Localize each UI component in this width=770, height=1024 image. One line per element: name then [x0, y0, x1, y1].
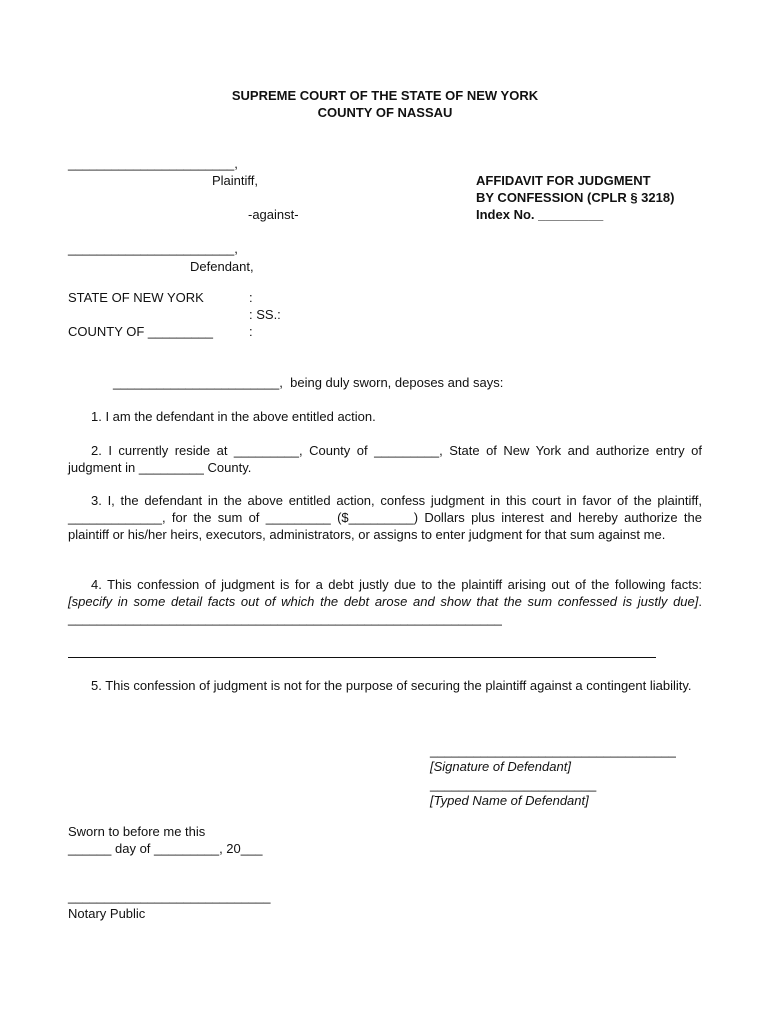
deponent-intro: _______________________, being duly sworn, deposes and says: [113, 375, 504, 390]
typed-name-label: [Typed Name of Defendant] [430, 793, 589, 808]
plaintiff-blank: _______________________, [68, 156, 238, 171]
county-title: COUNTY OF NASSAU [317, 105, 453, 120]
court-title: SUPREME COURT OF THE STATE OF NEW YORK [231, 88, 539, 103]
defendant-blank: _______________________, [68, 241, 238, 256]
venue-colon-bottom: : [249, 324, 253, 339]
venue-ss: : SS.: [249, 307, 281, 322]
signature-label: [Signature of Defendant] [430, 759, 571, 774]
facts-continuation-line [68, 657, 656, 658]
affidavit-title-line2: BY CONFESSION (CPLR § 3218) [476, 190, 675, 205]
paragraph-4-blank: . ____________________________________________________________ [68, 594, 702, 626]
venue-state: STATE OF NEW YORK [68, 290, 204, 305]
paragraph-4 [68, 576, 702, 627]
paragraph-4-instruction: [specify in some detail facts out of which the debt arose and show that the sum confessed is justly due] [68, 594, 699, 609]
index-number: Index No. _________ [476, 207, 604, 222]
venue-county: COUNTY OF _________ [68, 324, 213, 339]
venue-colon: : [249, 290, 253, 305]
typed-name-line: _______________________ [430, 777, 597, 792]
paragraph-1: 1. I am the defendant in the above entitled action. [91, 409, 376, 424]
against-label: -against- [248, 207, 299, 222]
defendant-label: Defendant, [190, 259, 254, 274]
notary-signature-line: ____________________________ [68, 889, 271, 904]
signature-line: __________________________________ [430, 743, 676, 758]
plaintiff-label: Plaintiff, [212, 173, 259, 188]
paragraph-3: 3. I, the defendant in the above entitled action, confess judgment in this court in favor of the plaintiff, _____________, for the sum of _________ ($_________) Dollars plus interest and hereby authorize the plaintiff or his/her heirs, executors, administrators, or assigns to enter judgment for that sum against me. [68, 493, 702, 542]
notary-label: Notary Public [68, 906, 146, 921]
paragraph-5: 5. This confession of judgment is not for the purpose of securing the plaintiff against a contingent liability. [91, 678, 692, 693]
sworn-statement: Sworn to before me this [68, 824, 206, 839]
sworn-date: ______ day of _________, 20___ [68, 841, 263, 856]
affidavit-title-line1: AFFIDAVIT FOR JUDGMENT [476, 173, 651, 188]
paragraph-2: 2. I currently reside at _________, County of _________, State of New York and authorize entry of judgment in _________ County. [68, 443, 702, 475]
paragraph-4-lead: 4. This confession of judgment is for a debt justly due to the plaintiff arising out of the following facts: [91, 577, 702, 592]
